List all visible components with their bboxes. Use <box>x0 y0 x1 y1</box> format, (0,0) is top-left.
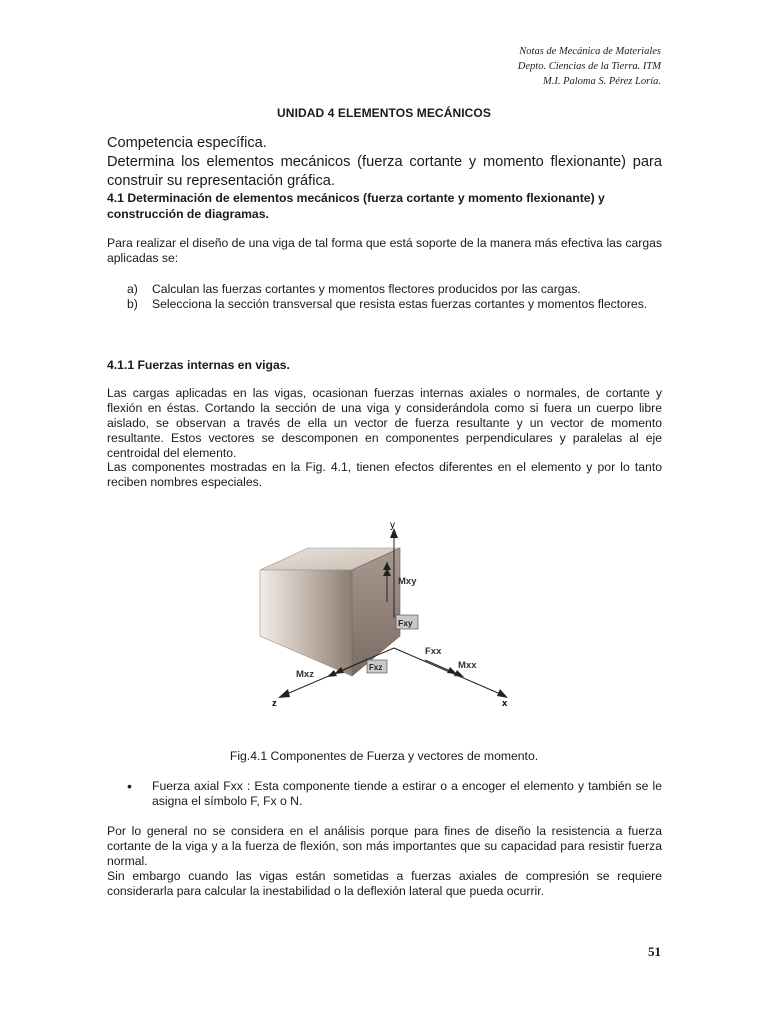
bullet-item <box>107 779 662 809</box>
header-line-course: Notas de Mecánica de Materiales <box>519 46 661 57</box>
internal-forces-paragraph: Las cargas aplicadas en las vigas, ocasionan fuerzas internas axiales o normales, de cortante y flexión en éstas. Cortando la sección de una viga y considerándola como si fuera un cuerpo libre aislado, se observan a través de ella un vector de fuerza resultante y un vector de momento resultante. Estos vectores se descomponen en componentes perpendiculares y paralelas al eje centroidal del elemento. <box>107 386 662 460</box>
competencia-label: Competencia específica. <box>107 135 267 151</box>
section-heading: 4.1 Determinación de elementos mecánicos (fuerza cortante y momento flexionante) y construcción de diagramas. <box>107 191 605 221</box>
y-axis-label: y <box>390 520 395 531</box>
list-marker: b) <box>127 297 138 311</box>
beam-diagram <box>250 518 530 718</box>
list-item-text: Calculan las fuerzas cortantes y momentos flectores producidos por las cargas. <box>152 282 581 296</box>
mxx-label: Mxx <box>458 660 477 671</box>
compression-paragraph: Sin embargo cuando las vigas están sometidas a fuerzas axiales de compresión se requiere considerarla para calcular la inestabilidad o la deflexión lateral que pueda ocurrir. <box>107 869 662 898</box>
beam-cut-face <box>352 548 400 676</box>
header-line-department: Depto. Ciencias de la Tierra. ITM <box>517 61 661 72</box>
list-marker: a) <box>127 282 138 296</box>
page-number: 51 <box>648 944 661 959</box>
mxy-label: Mxy <box>398 576 417 587</box>
z-axis-arrow <box>278 689 290 698</box>
bullet-text: Fuerza axial Fxx : Esta componente tiende a estirar o a encoger el elemento y también se le asigna el símbolo F, Fx o N. <box>152 779 662 808</box>
x-axis-arrow <box>497 689 508 698</box>
z-axis-label: z <box>272 698 277 709</box>
mxx-arrow-b <box>447 667 457 674</box>
list-item-text: Selecciona la sección transversal que resista estas fuerzas cortantes y momentos flectores. <box>152 297 648 311</box>
steps-list <box>107 282 662 312</box>
beam-front-face <box>260 570 352 676</box>
x-axis-label: x <box>502 698 508 709</box>
list-item <box>107 282 662 297</box>
competencia-block <box>107 134 662 191</box>
page-header <box>518 44 661 89</box>
design-paragraph: Por lo general no se considera en el análisis porque para fines de diseño la resistencia a fuerza cortante de la viga y a la fuerza de flexión, son más importantes que su capacidad para resistir fuerza normal. <box>107 824 662 868</box>
unit-title: UNIDAD 4 ELEMENTOS MECÁNICOS <box>277 106 491 120</box>
mxz-label: Mxz <box>296 669 314 680</box>
header-line-author: M.I. Paloma S. Pérez Loría. <box>542 76 661 87</box>
fxx-label: Fxx <box>425 646 442 657</box>
subsection-heading: 4.1.1 Fuerzas internas en vigas. <box>107 358 290 372</box>
competencia-text: Determina los elementos mecánicos (fuerza cortante y momento flexionante) para construir su representación gráfica. <box>107 154 662 189</box>
bullet-dot: • <box>127 778 132 794</box>
fxy-label: Fxy <box>398 618 413 628</box>
figure-caption: Fig.4.1 Componentes de Fuerza y vectores de momento. <box>229 749 539 763</box>
intro-paragraph: Para realizar el diseño de una viga de tal forma que está soporte de la manera más efectiva las cargas aplicadas se: <box>107 236 662 265</box>
fxz-label: Fxz <box>369 663 383 672</box>
beam-figure <box>250 518 530 718</box>
list-item <box>107 297 662 312</box>
components-paragraph: Las componentes mostradas en la Fig. 4.1, tienen efectos diferentes en el elemento y por lo tanto reciben nombres especiales. <box>107 460 662 489</box>
